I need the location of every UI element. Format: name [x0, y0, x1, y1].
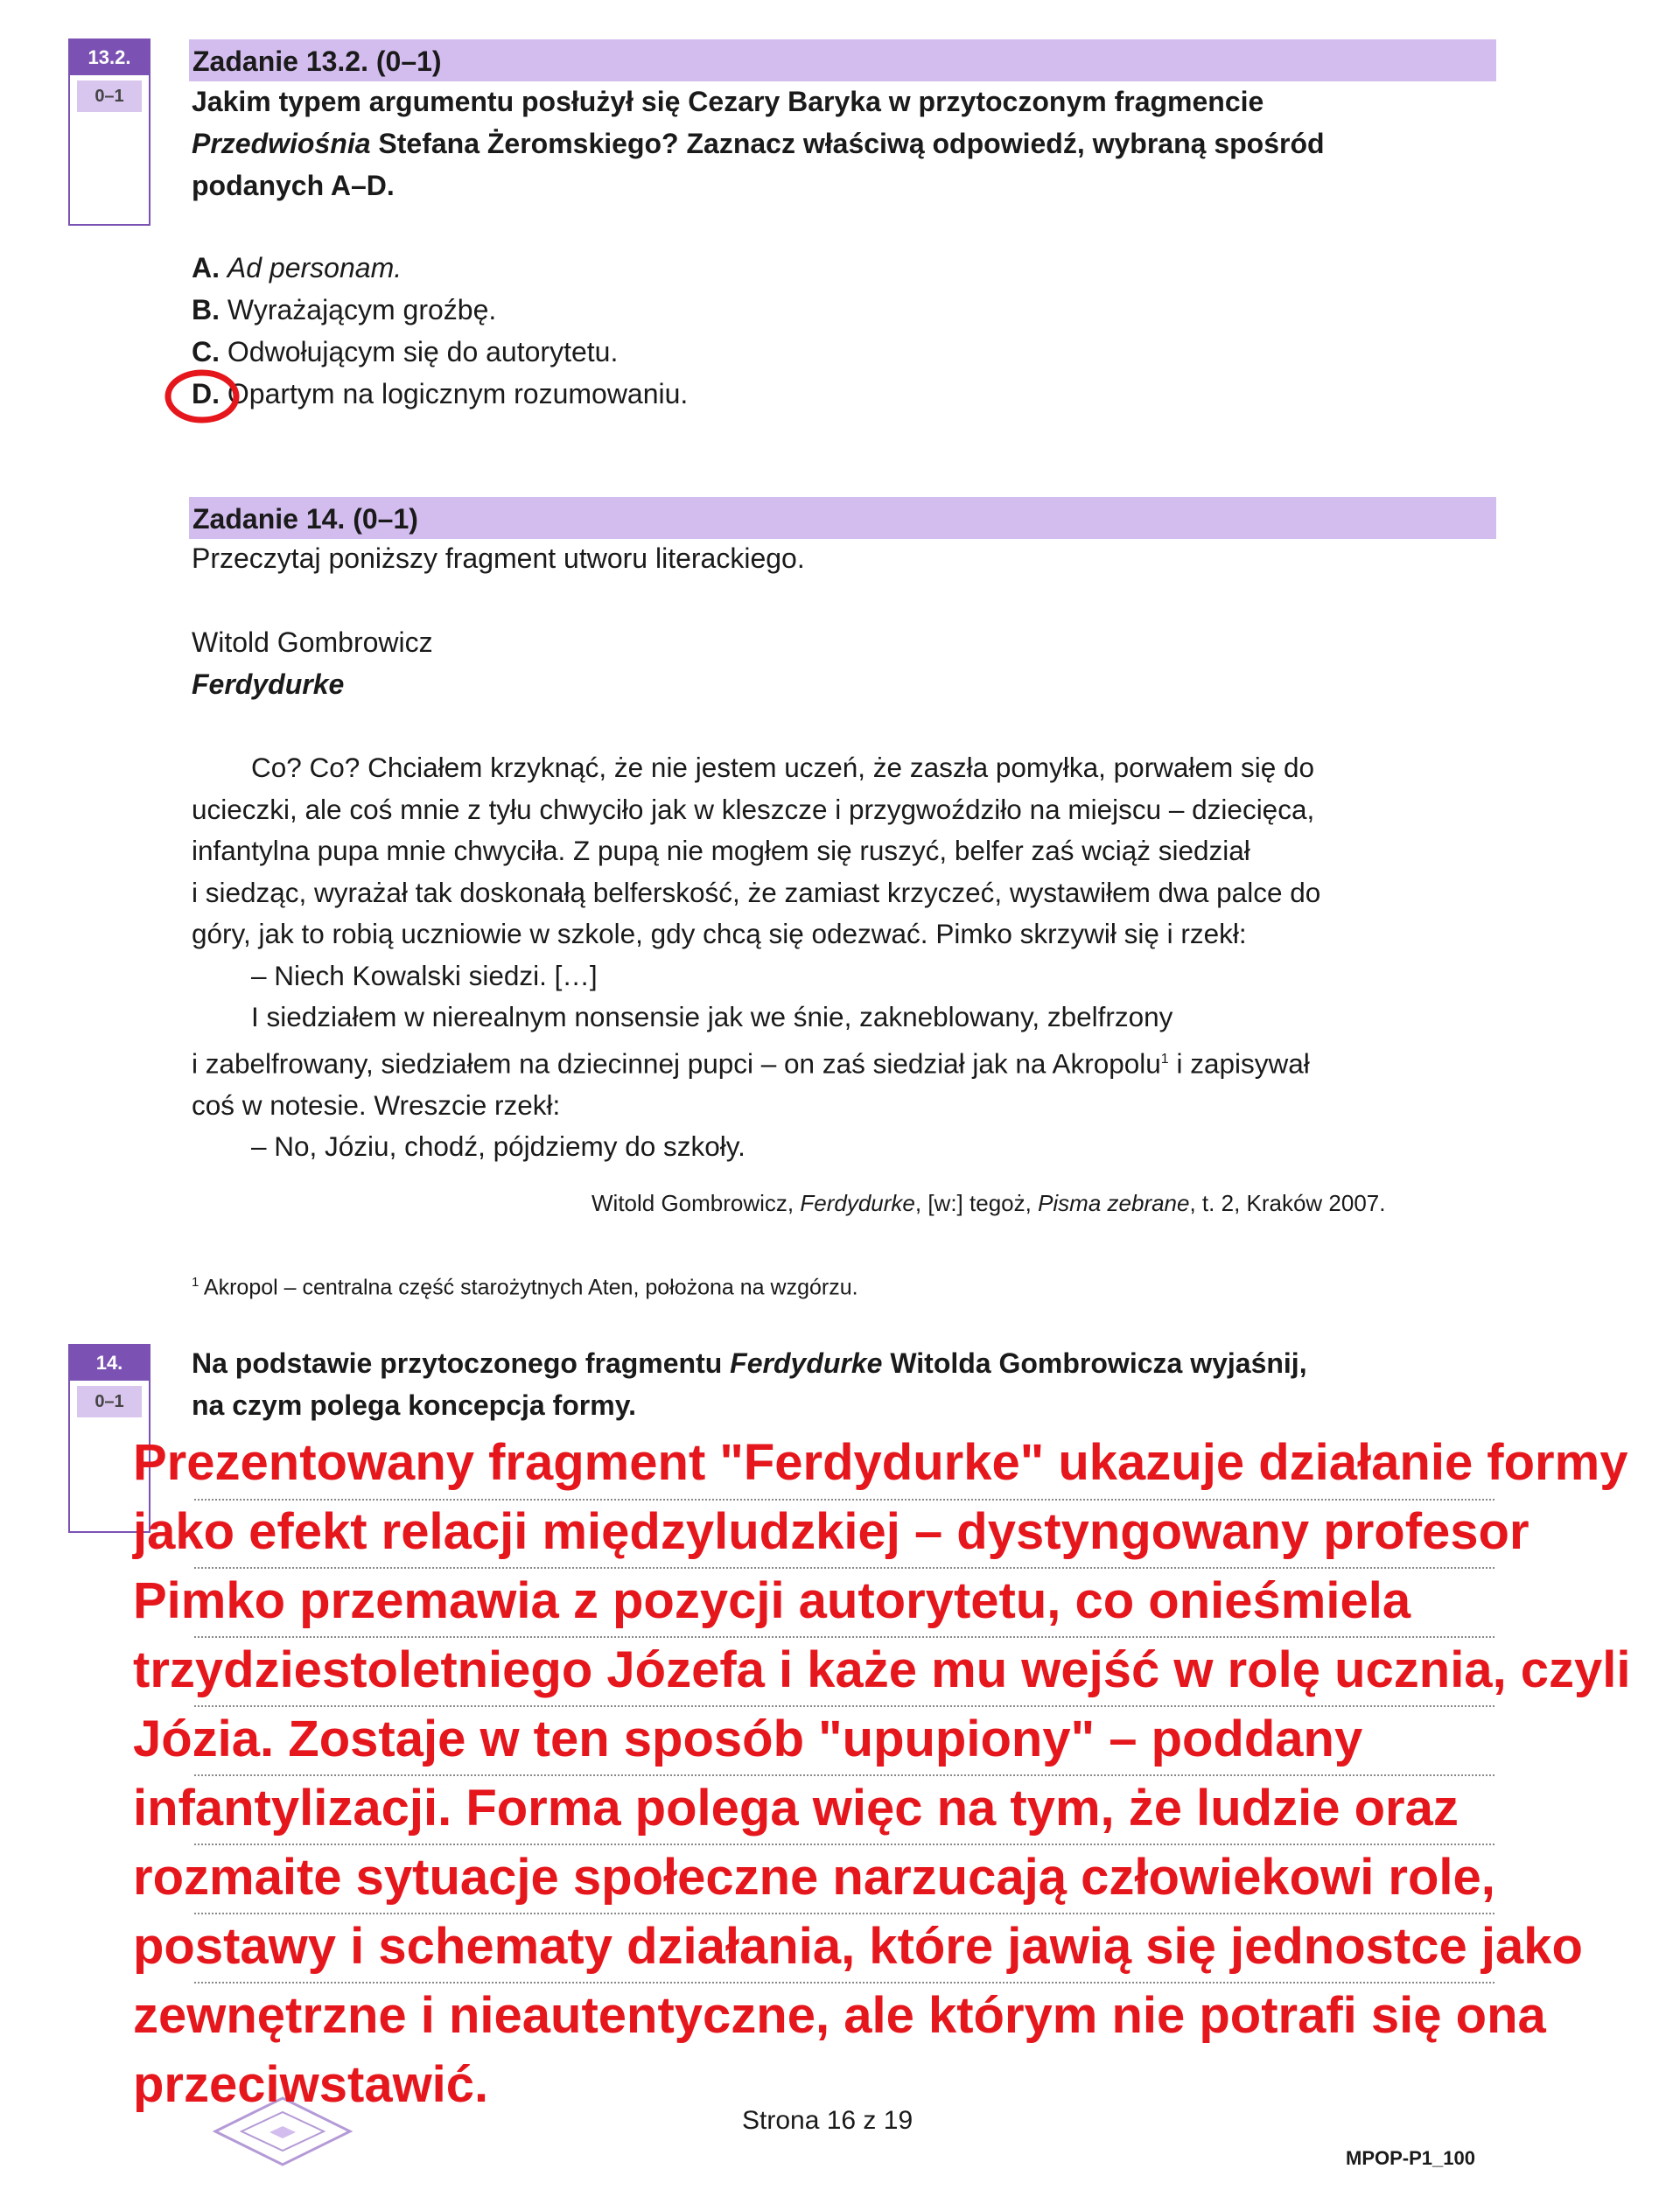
- task-14-question: Na podstawie przytoczonego fragmentu Ferdydurke Witolda Gombrowicza wyjaśnij, na czym polega koncepcja formy.: [192, 1347, 1307, 1421]
- task-number: 13.2.: [70, 40, 149, 75]
- task-13-2-question: Jakim typem argumentu posłużył się Cezary Baryka w przytoczonym fragmencie Przedwiośnia Stefana Żeromskiego? Zaznacz właściwą odpowiedź, wybraną spośród podanych A–D.: [192, 86, 1325, 201]
- selection-circle-icon: [163, 367, 242, 425]
- task-14-header: Zadanie 14. (0–1): [189, 497, 1496, 539]
- source-citation: Witold Gombrowicz, Ferdydurke, [w:] tegoż, Pisma zebrane, t. 2, Kraków 2007.: [592, 1190, 1386, 1216]
- author: Witold Gombrowicz: [192, 626, 433, 658]
- option-d[interactable]: D. Opartym na logicznym rozumowaniu.: [192, 378, 689, 409]
- footnote: $^1$ Akropol – centralna część starożytnych Aten, położona na wzgórzu.: [192, 1275, 858, 1300]
- score-range: 0–1: [77, 1386, 142, 1417]
- option-c[interactable]: C. Odwołującym się do autorytetu.: [192, 336, 619, 367]
- answer-options: [192, 247, 688, 415]
- task-13-2-header: Zadanie 13.2. (0–1): [189, 39, 1496, 81]
- option-a[interactable]: A. Ad personam.: [192, 252, 402, 283]
- literary-work-title: Ferdydurke: [192, 668, 345, 700]
- document-code: MPOP-P1_100: [1346, 2147, 1475, 2169]
- student-answer: Prezentowany fragment "Ferdydurke" ukazuje działanie formy jako efekt relacji międzyludzkiej – dystyngowany profesor Pimko przemawia z pozycji autorytetu, co onieśmiela trzydziestoletniego Józefa i każe mu wejść w rolę ucznia, czyli Józia. Zostaje w ten sposób "upupiony" – poddany infantylizacji. Forma polega więc na tym, że ludzie oraz rozmaite sytuacje społeczne narzucają człowiekowi role, postawy i schematy działania, które jawią się jednostce jako zewnętrzne i nieautentyczne, ale którym nie potrafi się ona przeciwstawić.: [133, 1434, 1631, 2113]
- page-number: Strona 16 z 19: [742, 2106, 914, 2135]
- option-b[interactable]: B. Wyrażającym groźbę.: [192, 294, 497, 325]
- literary-passage: Co? Co? Chciałem krzyknąć, że nie jestem uczeń, że zaszła pomyłka, porwałem się do ucieczki, ale coś mnie z tyłu chwyciło jak w kleszcze i przygwoździło na miejscu – dziecięca, infantylna pupa mnie chwyciła. Z pupą nie mogłem się ruszyć, belfer zaś wciąż siedział i siedząc, wyrażał tak doskonałą belferskość, że zamiast krzyczeć, wystawiłem dwa palce do góry, jak to robią uczniowie w szkole, gdy chcą się odezwać. Pimko skrzywił się i rzekł: – Niech Kowalski siedzi. […] I siedziałem w nierealnym nonsensie jak we śnie, zakneblowany, zbelfrzony i zabelfrowany, siedziałem na dziecinnej pupci – on zaś siedział jak na Akropolu$^1$ i zapisywał coś w notesie. Wreszcie rzekł: – No, Józiu, chodź, pójdziemy do szkoły.: [192, 752, 1321, 1162]
- work-title: Przedwiośnia: [192, 128, 371, 159]
- score-box-13-2: [68, 38, 150, 226]
- task-number: 14.: [70, 1346, 149, 1381]
- task-14-instruction: Przeczytaj poniższy fragment utworu literackiego.: [192, 542, 805, 574]
- score-range: 0–1: [77, 80, 142, 112]
- footnote-marker: 1: [1160, 1051, 1169, 1067]
